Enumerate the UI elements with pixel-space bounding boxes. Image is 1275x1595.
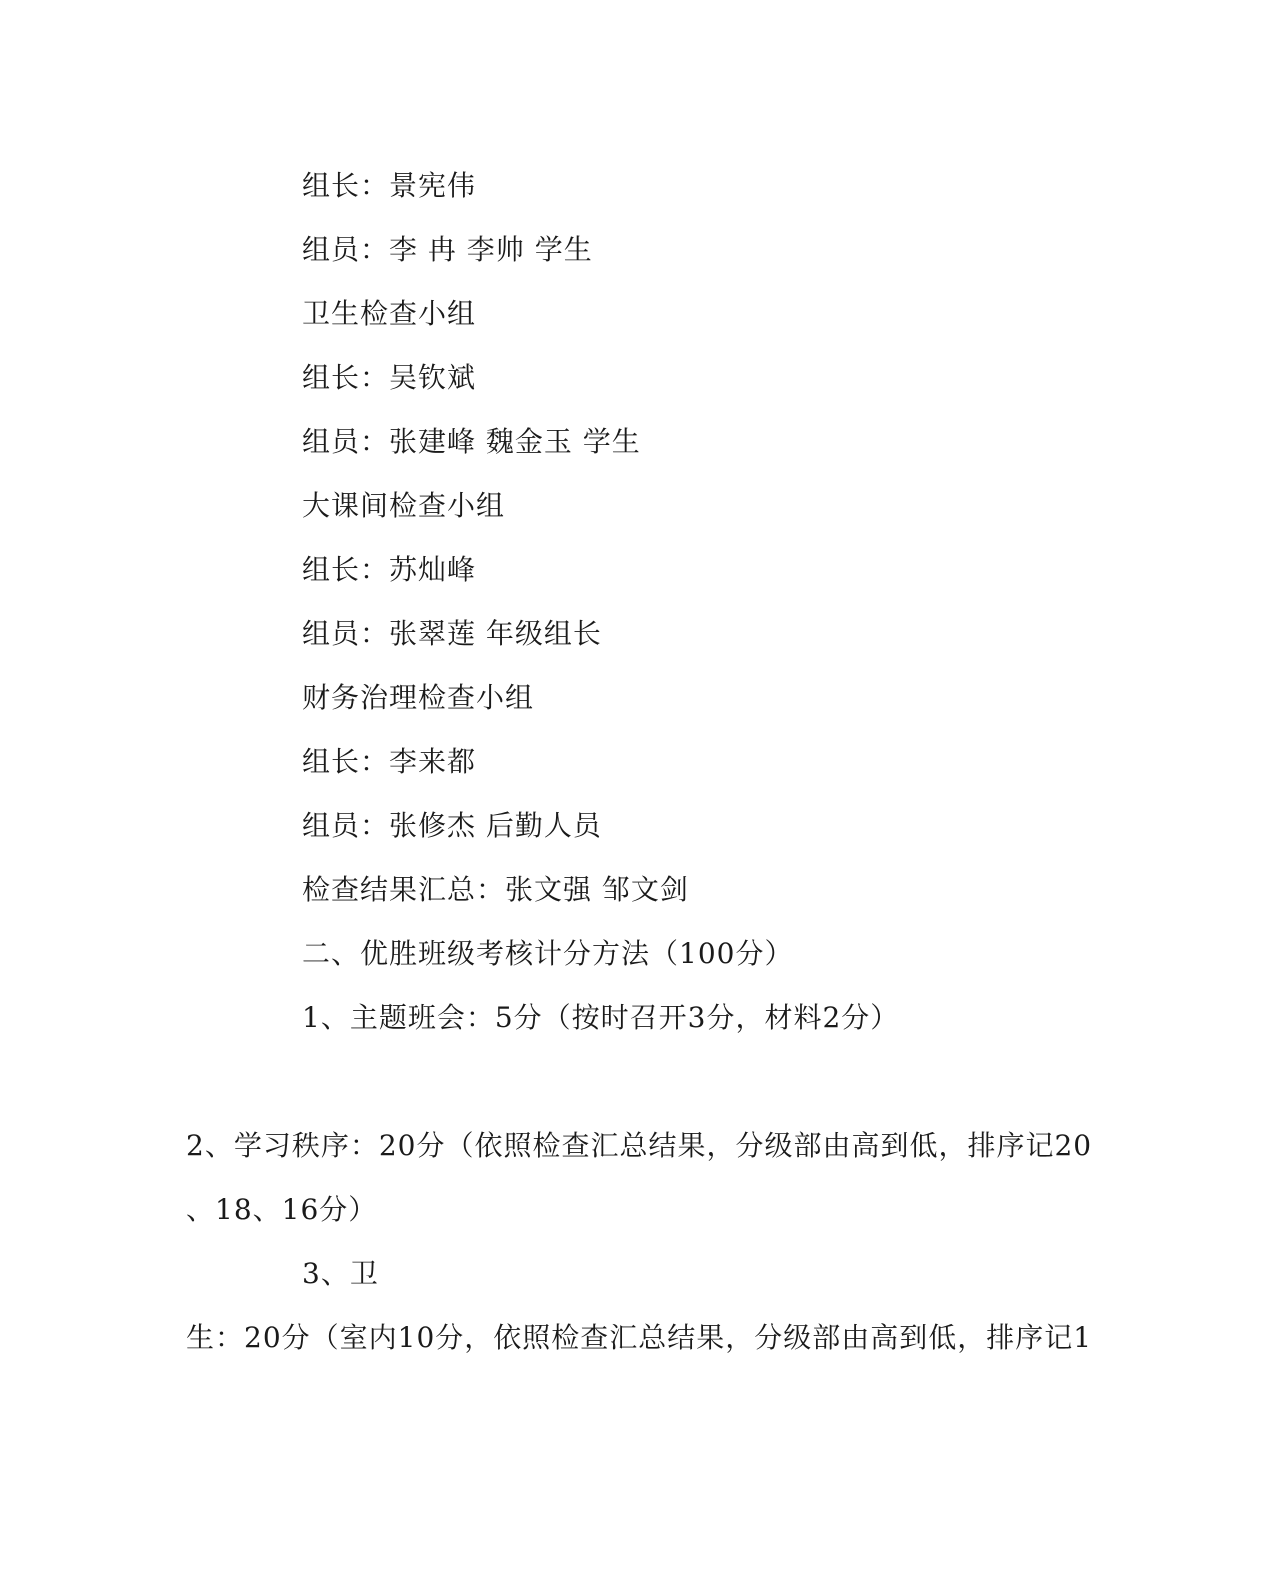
item-2: 2、学习秩序：20分（依照检查汇总结果，分级部由高到低，排序记20: [186, 1129, 1093, 1162]
item-1: 1、主题班会：5分（按时召开3分，材料2分）: [302, 1001, 900, 1034]
group-title-hygiene: 卫生检查小组: [302, 297, 477, 330]
member-line-3: 组员：张翠莲 年级组长: [302, 617, 602, 650]
summary-line: 检查结果汇总：张文强 邹文剑: [302, 873, 689, 906]
group-title-break: 大课间检查小组: [302, 489, 506, 522]
member-line-4: 组员：张修杰 后勤人员: [302, 809, 602, 842]
group-title-finance: 财务治理检查小组: [302, 681, 535, 714]
leader-line-4: 组长：李来都: [302, 745, 477, 778]
item-3-continued: 生：20分（室内10分，依照检查汇总结果，分级部由高到低，排序记1: [186, 1321, 1093, 1354]
leader-line-1: 组长：景宪伟: [302, 169, 477, 202]
member-line-1: 组员：李 冉 李帅 学生: [302, 233, 593, 266]
leader-line-2: 组长：吴钦斌: [302, 361, 477, 394]
leader-line-3: 组长：苏灿峰: [302, 553, 477, 586]
item-2-continued: 、18、16分）: [186, 1193, 378, 1226]
section-heading: 二、优胜班级考核计分方法（100分）: [302, 937, 794, 970]
item-3: 3、卫: [302, 1257, 379, 1290]
member-line-2: 组员：张建峰 魏金玉 学生: [302, 425, 641, 458]
